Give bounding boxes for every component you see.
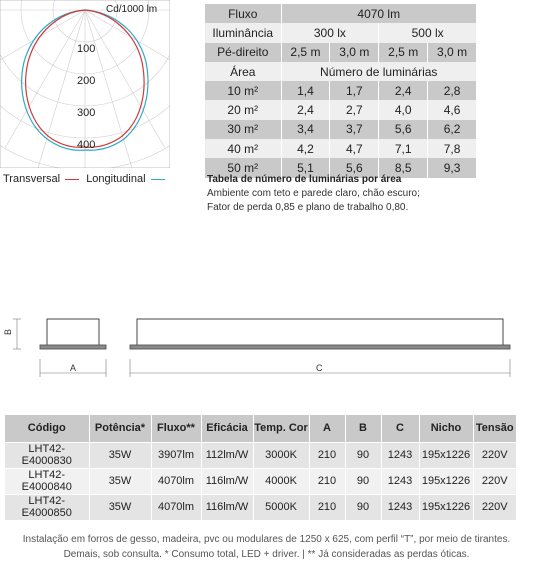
table-row	[205, 23, 477, 42]
height-cell: 3,0 m	[428, 43, 477, 62]
count-cell: 6,2	[428, 120, 477, 139]
cell-c: 1243	[381, 468, 419, 494]
cell-a: 210	[309, 494, 345, 520]
cell-codigo: LHT42-E4000830	[5, 442, 89, 468]
count-cell: 4,6	[428, 100, 477, 119]
cell-potencia: 35W	[89, 442, 151, 468]
luminaire-count-table	[205, 4, 477, 178]
cell-codigo: LHT42-E4000850	[5, 494, 89, 520]
caption-title: Tabela de número de luminárias por área	[207, 174, 402, 185]
header-tensao: Tensão	[473, 415, 517, 442]
height-cell: 2,5 m	[379, 43, 428, 62]
lux-300-header: 300 lx	[281, 23, 379, 42]
pe-direito-label: Pé-direito	[205, 43, 281, 62]
table-row	[205, 81, 477, 100]
cell-fluxo: 4070lm	[151, 468, 201, 494]
cell-c: 1243	[381, 494, 419, 520]
legend-longitudinal-swatch	[151, 179, 165, 180]
count-cell: 1,4	[281, 81, 330, 100]
header-b: B	[345, 415, 381, 442]
area-cell: 30 m²	[205, 120, 281, 139]
caption-line: Fator de perda 0,85 e plano de trabalho 0,80.	[207, 202, 409, 213]
cell-nicho: 195x1226	[419, 494, 473, 520]
ring-label-300: 300	[77, 107, 96, 119]
chart-legend	[3, 173, 169, 185]
footnote-line: Instalação em forros de gesso, madeira, pvc ou modulares de 1250 x 625, com perfil “T”, por meio de tirantes.	[22, 534, 511, 545]
count-cell: 4,0	[379, 100, 428, 119]
cell-b: 90	[345, 442, 381, 468]
ring-label-400: 400	[77, 139, 96, 151]
cell-fluxo: 4070lm	[151, 494, 201, 520]
cell-tensao: 220V	[473, 494, 517, 520]
count-cell: 2,4	[281, 100, 330, 119]
caption-line: Ambiente com teto e parede claro, chão escuro;	[207, 188, 420, 199]
cell-a: 210	[309, 468, 345, 494]
count-cell: 9,3	[428, 158, 477, 177]
table-row	[5, 442, 517, 468]
cell-temp-cor: 4000K	[253, 468, 309, 494]
count-cell: 2,4	[379, 81, 428, 100]
count-cell: 7,8	[428, 139, 477, 158]
header-potencia: Potência*	[89, 415, 151, 442]
cell-b: 90	[345, 468, 381, 494]
cell-eficacia: 116lm/W	[201, 494, 253, 520]
unit-label: Cd/1000 lm	[106, 4, 158, 15]
table-row	[205, 43, 477, 62]
cell-codigo: LHT42-E4000840	[5, 468, 89, 494]
header-nicho: Nicho	[419, 415, 473, 442]
dimension-label-c: C	[316, 363, 323, 373]
legend-longitudinal-label: Longitudinal	[86, 173, 146, 185]
table-row	[5, 494, 517, 520]
area-cell: 50 m²	[205, 158, 281, 177]
cell-potencia: 35W	[89, 494, 151, 520]
ring-label-100: 100	[77, 43, 96, 55]
footnote-line: Demais, sob consulta. * Consumo total, LED + driver. | ** Já consideradas as perdas óticas.	[63, 549, 470, 560]
cell-temp-cor: 3000K	[253, 442, 309, 468]
count-cell: 3,7	[330, 120, 379, 139]
cell-fluxo: 3907lm	[151, 442, 201, 468]
table-header-row	[5, 415, 517, 442]
product-spec-table	[5, 415, 517, 520]
count-cell: 5,1	[281, 158, 330, 177]
header-fluxo: Fluxo**	[151, 415, 201, 442]
table-row	[205, 4, 477, 23]
ring-label-200: 200	[77, 75, 96, 87]
header-eficacia: Eficácia	[201, 415, 253, 442]
header-c: C	[381, 415, 419, 442]
header-a: A	[309, 415, 345, 442]
height-cell: 2,5 m	[281, 43, 330, 62]
cell-a: 210	[309, 442, 345, 468]
cell-tensao: 220V	[473, 468, 517, 494]
count-cell: 4,7	[330, 139, 379, 158]
legend-transversal-label: Transversal	[3, 173, 61, 185]
dimension-label-b: B	[3, 328, 13, 335]
cell-eficacia: 112lm/W	[201, 442, 253, 468]
dimension-label-a: A	[70, 363, 77, 373]
count-cell: 2,7	[330, 100, 379, 119]
cell-c: 1243	[381, 442, 419, 468]
cell-tensao: 220V	[473, 442, 517, 468]
side-view	[40, 319, 106, 349]
polar-photometric-chart	[0, 0, 170, 168]
cell-b: 90	[345, 494, 381, 520]
front-view	[130, 319, 510, 349]
table-row	[5, 468, 517, 494]
area-cell: 20 m²	[205, 100, 281, 119]
count-cell: 5,6	[379, 120, 428, 139]
count-cell: 5,6	[330, 158, 379, 177]
count-cell: 8,5	[379, 158, 428, 177]
cell-potencia: 35W	[89, 468, 151, 494]
fluxo-label: Fluxo	[205, 4, 281, 23]
count-cell: 4,2	[281, 139, 330, 158]
cell-nicho: 195x1226	[419, 468, 473, 494]
iluminancia-label: Iluminância	[205, 23, 281, 42]
count-cell: 1,7	[330, 81, 379, 100]
table-row	[205, 120, 477, 139]
cell-nicho: 195x1226	[419, 442, 473, 468]
header-temp-cor: Temp. Cor	[253, 415, 309, 442]
height-cell: 3,0 m	[330, 43, 379, 62]
table-row	[205, 100, 477, 119]
fluxo-value: 4070 lm	[281, 4, 477, 23]
lux-500-header: 500 lx	[379, 23, 477, 42]
legend-transversal-swatch	[65, 179, 79, 180]
cell-eficacia: 116lm/W	[201, 468, 253, 494]
count-cell: 3,4	[281, 120, 330, 139]
table-row	[205, 139, 477, 158]
area-cell: 40 m²	[205, 139, 281, 158]
area-label: Área	[205, 62, 281, 81]
count-label: Número de luminárias	[281, 62, 477, 81]
cell-temp-cor: 5000K	[253, 494, 309, 520]
count-cell: 7,1	[379, 139, 428, 158]
dimension-drawing	[0, 305, 533, 385]
table-row	[205, 62, 477, 81]
dimension-b	[13, 319, 21, 349]
count-cell: 2,8	[428, 81, 477, 100]
lux-table-caption	[207, 173, 420, 215]
header-codigo: Código	[5, 415, 89, 442]
area-cell: 10 m²	[205, 81, 281, 100]
